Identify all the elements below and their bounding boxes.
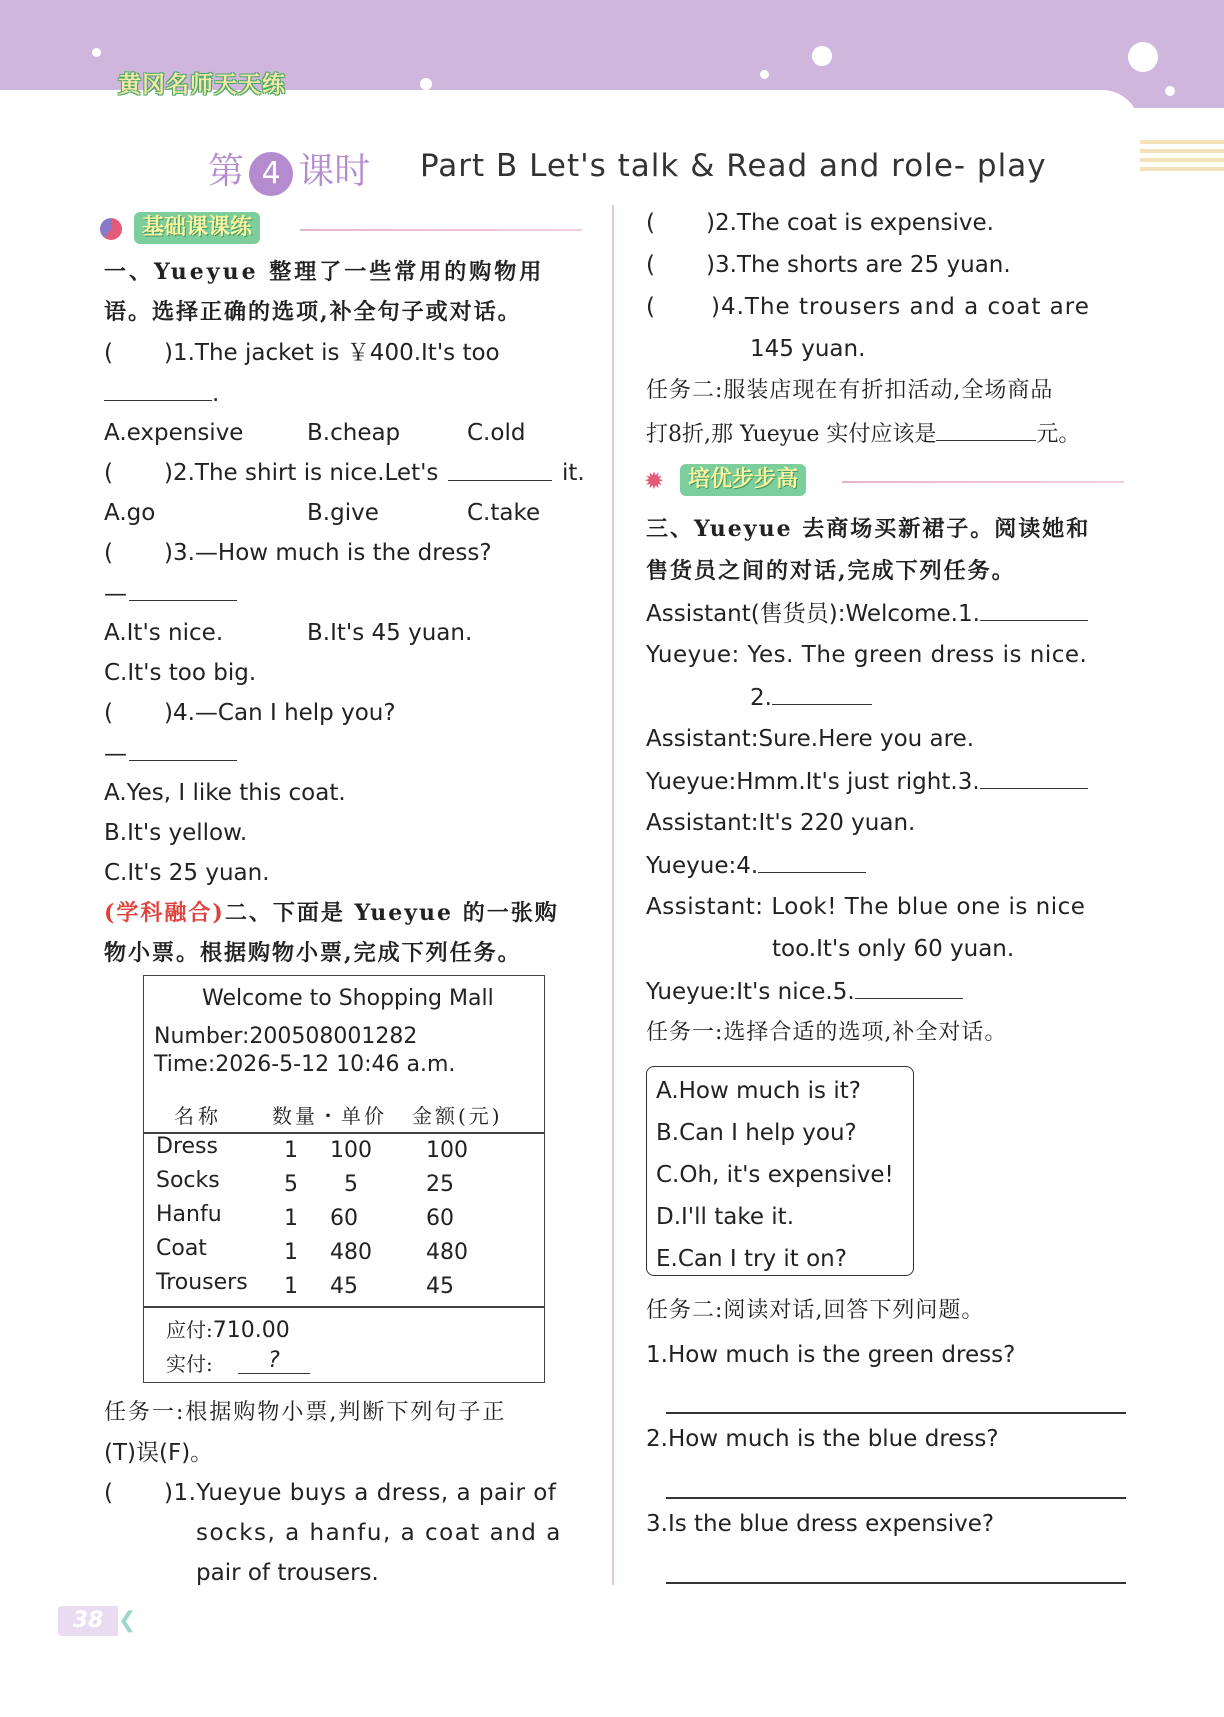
receipt-number: Number:200508001282	[154, 1024, 418, 1049]
tf4-paren-open: (	[646, 294, 655, 320]
decor-dot	[92, 48, 101, 57]
tf2-text: )2.The coat is expensive.	[706, 210, 994, 236]
q4-option-a: A.Yes, I like this coat.	[104, 780, 346, 806]
part1-instruction-line2: 语。选择正确的选项,补全句子或对话。	[104, 299, 522, 325]
tf1-paren-open: (	[104, 1480, 113, 1506]
section-advanced-badge: 培优步步高	[680, 464, 806, 496]
question-1: 1.How much is the green dress?	[646, 1342, 1016, 1368]
part3-task2: 任务二:阅读对话,回答下列问题。	[646, 1298, 985, 1323]
q3-blank[interactable]: —	[104, 578, 237, 609]
receipt-row-trousers-price: 45	[330, 1274, 358, 1299]
tf2-paren-open: (	[646, 210, 655, 236]
receipt-row-socks-name: Socks	[156, 1168, 220, 1193]
q4-blank[interactable]: —	[104, 738, 237, 769]
receipt-due: 应付:710.00	[166, 1318, 290, 1343]
receipt-title: Welcome to Shopping Mall	[202, 986, 494, 1011]
q1-option-b: B.cheap	[307, 420, 401, 446]
q3-paren-open: (	[104, 540, 113, 566]
part1-instruction-line1: 一、Yueyue 整理了一些常用的购物用	[104, 259, 545, 285]
q2-blank[interactable]	[448, 458, 552, 489]
lesson-post: 课时	[298, 151, 371, 192]
lesson-subtitle: Part B Let's talk & Read and role- play	[420, 148, 1047, 184]
decor-dot	[1165, 86, 1175, 96]
dialogue-line-10: Yueyue:It's nice.5.	[646, 976, 963, 1007]
q2-paren-open: (	[104, 460, 113, 486]
task2-blank[interactable]	[936, 418, 1036, 441]
receipt-header-qty-price: 数量・单价	[272, 1104, 387, 1128]
dialogue-blank-5[interactable]	[855, 976, 963, 999]
receipt-row-socks-price: 5	[344, 1172, 358, 1197]
q2-option-b: B.give	[307, 500, 379, 526]
receipt-paid-value: ?	[238, 1348, 310, 1374]
page-number: 38	[58, 1606, 118, 1636]
q2-option-a: A.go	[104, 500, 156, 526]
q1-blank[interactable]: .	[104, 378, 219, 409]
question-2: 2.How much is the blue dress?	[646, 1426, 999, 1452]
lesson-pre: 第	[208, 151, 245, 192]
receipt-row-coat-qty: 1	[284, 1240, 298, 1265]
banner-curve	[0, 90, 1140, 150]
dialogue-line-1: Assistant(售货员):Welcome.1.	[646, 598, 1088, 629]
dialogue-blank-2[interactable]	[772, 682, 872, 705]
dialogue-line-5: Yueyue:Hmm.It's just right.3.	[646, 766, 1088, 797]
q1-option-c: C.old	[467, 420, 526, 446]
q4-paren-open: (	[104, 700, 113, 726]
decor-dot	[760, 70, 769, 79]
dialogue-line-8: Assistant: Look! The blue one is nice	[646, 894, 1086, 920]
dialogue-blank-3[interactable]	[980, 766, 1088, 789]
task2-line2: 打8折,那 Yueyue 实付应该是 元。	[646, 418, 1080, 450]
subject-tag: (学科融合)	[104, 900, 225, 926]
tf1-line1: )1.Yueyue buys a dress, a pair of	[164, 1480, 557, 1506]
receipt-row-coat-price: 480	[330, 1240, 372, 1265]
option-b: B.Can I help you?	[656, 1120, 857, 1146]
dialogue-line-6: Assistant:It's 220 yuan.	[646, 810, 916, 836]
decor-dot	[420, 78, 432, 90]
q3-option-c: C.It's too big.	[104, 660, 257, 686]
receipt-header-name: 名称	[174, 1104, 222, 1128]
receipt-row-trousers-name: Trousers	[156, 1270, 248, 1295]
receipt-row-dress-price: 100	[330, 1138, 372, 1163]
receipt-row-dress-qty: 1	[284, 1138, 298, 1163]
q2-option-c: C.take	[467, 500, 541, 526]
question-3: 3.Is the blue dress expensive?	[646, 1511, 995, 1537]
dialogue-blank-1[interactable]	[980, 598, 1088, 621]
brand-logo: 黄冈名师天天练	[118, 72, 286, 98]
tf3-paren-open: (	[646, 252, 655, 278]
part3-task1: 任务一:选择合适的选项,补全对话。	[646, 1020, 1008, 1045]
answer-line-2[interactable]	[666, 1497, 1126, 1499]
task1-instruction-line1: 任务一:根据购物小票,判断下列句子正	[104, 1400, 507, 1425]
section-divider	[300, 229, 582, 231]
receipt-row-socks-qty: 5	[284, 1172, 298, 1197]
receipt-row-trousers-amount: 45	[426, 1274, 454, 1299]
receipt-header-amount: 金额(元)	[412, 1104, 503, 1128]
option-a: A.How much is it?	[656, 1078, 861, 1104]
receipt-row-coat-name: Coat	[156, 1236, 207, 1261]
lesson-number: 4	[249, 152, 293, 196]
tf3-text: )3.The shorts are 25 yuan.	[706, 252, 1011, 278]
tf1-line3: pair of trousers.	[196, 1560, 379, 1586]
answer-line-1[interactable]	[666, 1412, 1126, 1414]
receipt-row-trousers-qty: 1	[284, 1274, 298, 1299]
receipt-time: Time:2026-5-12 10:46 a.m.	[154, 1052, 456, 1077]
pie-icon	[100, 218, 122, 240]
q4-text: )4.—Can I help you?	[164, 700, 396, 726]
section-basic-badge: 基础课课练	[134, 212, 260, 244]
tf4-line2: 145 yuan.	[750, 336, 866, 362]
column-divider	[612, 205, 614, 1585]
dialogue-blank-4[interactable]	[758, 850, 866, 873]
gear-icon: ✹	[644, 467, 665, 495]
q3-text: )3.—How much is the dress?	[164, 540, 492, 566]
decor-dot	[812, 46, 832, 66]
dialogue-line-3: 2.	[750, 682, 872, 713]
part3-instruction-line1: 三、Yueyue 去商场买新裙子。阅读她和	[646, 516, 1091, 542]
q2-tail: it.	[562, 460, 585, 486]
chevron-left-icon: ❮	[118, 1608, 137, 1633]
receipt-row-hanfu-qty: 1	[284, 1206, 298, 1231]
q3-option-b: B.It's 45 yuan.	[307, 620, 473, 646]
option-e: E.Can I try it on?	[656, 1246, 847, 1272]
lesson-title	[208, 143, 370, 196]
receipt-row-hanfu-price: 60	[330, 1206, 358, 1231]
dialogue-line-7: Yueyue:4.	[646, 850, 866, 881]
shopping-receipt	[143, 975, 545, 1383]
receipt-row-dress-amount: 100	[426, 1138, 468, 1163]
option-c: C.Oh, it's expensive!	[656, 1162, 894, 1188]
decor-dot	[1128, 42, 1158, 72]
option-d: D.I'll take it.	[656, 1204, 795, 1230]
receipt-row-coat-amount: 480	[426, 1240, 468, 1265]
answer-line-3[interactable]	[666, 1582, 1126, 1584]
q2-text: )2.The shirt is nice.Let's	[164, 460, 439, 486]
q4-option-b: B.It's yellow.	[104, 820, 248, 846]
section-divider	[842, 481, 1124, 483]
part2-instruction-line2: 物小票。根据购物小票,完成下列任务。	[104, 940, 522, 966]
part2-instruction-line1: (学科融合)二、下面是 Yueyue 的一张购	[104, 900, 559, 926]
dialogue-line-9: too.It's only 60 yuan.	[772, 936, 1015, 962]
q1-paren-open: (	[104, 340, 113, 366]
task1-instruction-line2: (T)误(F)。	[104, 1440, 214, 1466]
receipt-separator	[144, 1306, 544, 1308]
q3-option-a: A.It's nice.	[104, 620, 224, 646]
q1-text: )1.The jacket is ￥400.It's too	[164, 340, 500, 366]
q1-option-a: A.expensive	[104, 420, 244, 446]
task2-line1: 任务二:服装店现在有折扣活动,全场商品	[646, 378, 1054, 403]
receipt-paid: 实付:	[166, 1352, 213, 1376]
dialogue-line-4: Assistant:Sure.Here you are.	[646, 726, 975, 752]
decor-stripes	[1140, 140, 1224, 176]
part3-instruction-line2: 售货员之间的对话,完成下列任务。	[646, 558, 1016, 584]
dialogue-line-2: Yueyue: Yes. The green dress is nice.	[646, 642, 1088, 668]
q4-option-c: C.It's 25 yuan.	[104, 860, 270, 886]
receipt-row-socks-amount: 25	[426, 1172, 454, 1197]
tf4-line1: )4.The trousers and a coat are	[711, 294, 1090, 320]
tf1-line2: socks, a hanfu, a coat and a	[196, 1520, 562, 1546]
receipt-row-hanfu-name: Hanfu	[156, 1202, 222, 1227]
receipt-row-hanfu-amount: 60	[426, 1206, 454, 1231]
receipt-row-dress-name: Dress	[156, 1134, 218, 1159]
